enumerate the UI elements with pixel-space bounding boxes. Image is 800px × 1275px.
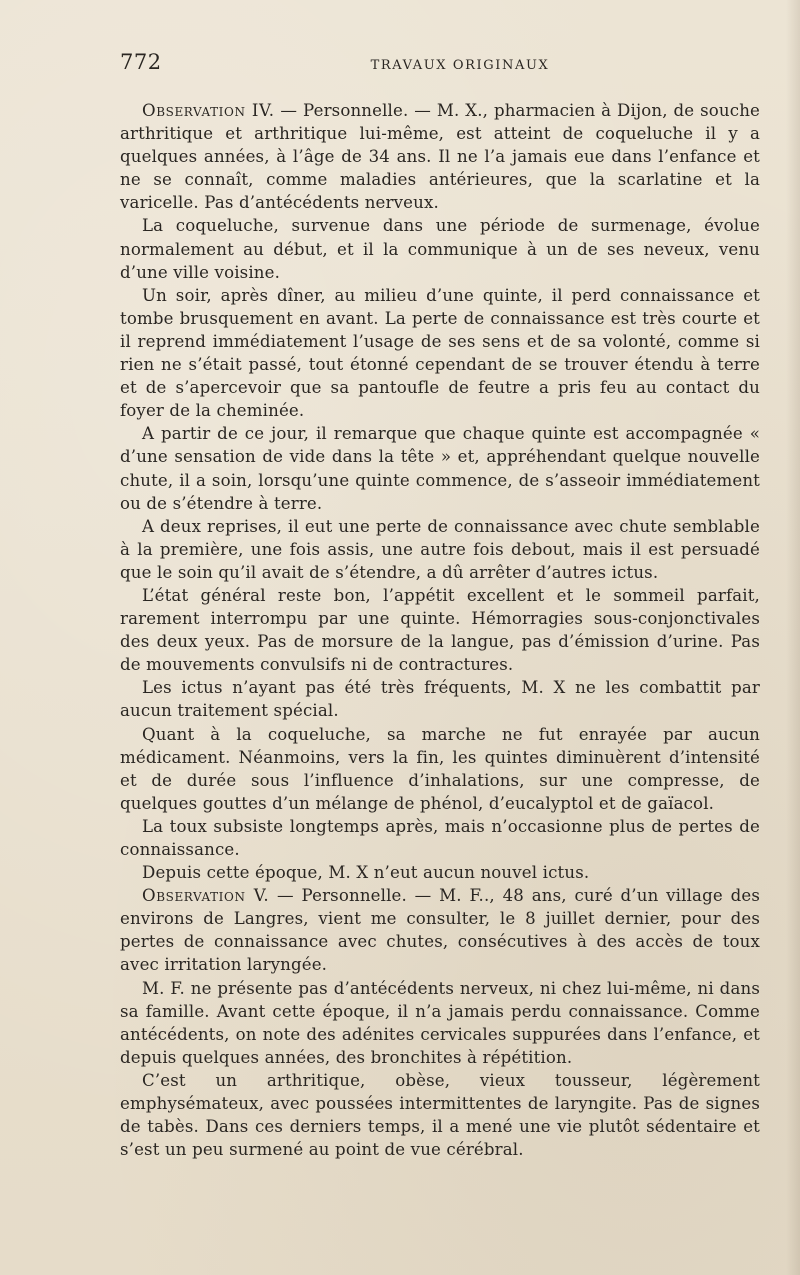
- paragraph-text: A deux reprises, il eut une perte de connaissance avec chute semblable à la première, une fois assis, une autre fois debout, mais il est persuadé que le soin qu’il avait de s’étendre, a dû arrêter d’autres ictus.: [120, 516, 760, 582]
- paragraph-text: Un soir, après dîner, au milieu d’une quinte, il perd connaissance et tombe brusquement en avant. La perte de connaissance est très courte et il reprend immédiatement l’usage de ses sens et de sa volonté, comme si rien ne s’était passé, tout étonné cependant de se trouver étendu à terre et de s’apercevoir que sa pantoufle de feutre a pris feu au contact du foyer de la cheminée.: [120, 285, 760, 421]
- page-edge-shadow: [786, 0, 800, 1275]
- paragraph: [120, 515, 760, 584]
- paragraph: [120, 861, 760, 884]
- paragraph-text: A partir de ce jour, il remarque que chaque quinte est accompagnée « d’une sensation de vide dans la tête » et, appréhendant quelque nouvelle chute, il a soin, lorsqu’une quinte commence, de s’asseoir immédiatement ou de s’étendre à terre.: [120, 424, 760, 513]
- paragraph: [120, 422, 760, 514]
- paragraph-text: — Personnelle. — M. X., pharmacien à Dijon, de souche arthritique et arthritique lui-même, est atteint de coqueluche il y a quelques années, à l’âge de 34 ans. Il ne l’a jamais eue dans l’enfance et ne se connaît, comme maladies antérieures, que la scarlatine et la varicelle. Pas d’antécédents nerveux.: [120, 101, 761, 213]
- paragraph-text: L’état général reste bon, l’appétit excellent et le sommeil parfait, rarement interrompu par une quinte. Hémorragies sous-conjonctivales des deux yeux. Pas de morsure de la langue, pas d’émission d’urine. Pas de mouvements convulsifs ni de contractures.: [120, 585, 760, 675]
- paragraph-text: La coqueluche, survenue dans une période de surmenage, évolue normalement au début, et il la communique à un de ses neveux, venu d’une ville voisine.: [120, 216, 760, 282]
- paragraph-text: Les ictus n’ayant pas été très fréquents, M. X ne les combattit par aucun traitement spécial.: [120, 678, 760, 721]
- paragraph-text: Depuis cette époque, M. X n’eut aucun nouvel ictus.: [142, 863, 590, 883]
- paragraph: [120, 884, 760, 976]
- paragraph: [120, 584, 760, 676]
- page-number: 772: [120, 50, 162, 74]
- paragraph: [120, 815, 760, 861]
- observation-heading: Observation IV.: [142, 101, 275, 120]
- paragraph-text: C’est un arthritique, obèse, vieux tousseur, légèrement emphysémateux, avec poussées intermittentes de laryngite. Pas de signes de tabès. Dans ces derniers temps, il a mené une vie plutôt sédentaire et s’est un peu surmené au point de vue cérébral.: [120, 1070, 760, 1160]
- paragraph-text: La toux subsiste longtemps après, mais n’occasionne plus de pertes de connaissance.: [120, 816, 760, 859]
- paragraph-text: — Personnelle. — M. F.., 48 ans, curé d’un village des environs de Langres, vient me consulter, le 8 juillet dernier, pour des pertes de connaissance avec chutes, consécutives à des accès de toux avec irritation laryngée.: [120, 886, 760, 975]
- paragraph: [120, 284, 760, 423]
- paragraph-text: Quant à la coqueluche, sa marche ne fut enrayée par aucun médicament. Néanmoins, vers la fin, les quintes diminuèrent d’intensité et de durée sous l’influence d’inhalations, sur une compresse, de quelques gouttes d’un mélange de phénol, d’eucalyptol et de gaïacol.: [120, 724, 760, 813]
- body-text: [120, 99, 760, 1161]
- paragraph: [120, 214, 760, 283]
- paragraph: [120, 1069, 760, 1161]
- running-title: TRAVAUX ORIGINAUX: [370, 58, 550, 73]
- paragraph: [120, 676, 760, 722]
- paragraph: [120, 99, 760, 214]
- page-header: [120, 50, 760, 80]
- paragraph: [120, 977, 760, 1069]
- observation-heading: Observation V.: [142, 886, 270, 906]
- paragraph: [120, 723, 760, 815]
- paragraph-text: M. F. ne présente pas d’antécédents nerveux, ni chez lui-même, ni dans sa famille. Avant cette époque, il n’a jamais perdu connaissance. Comme antécédents, on note des adénites cervicales suppurées dans l’enfance, et depuis quelques années, des bronchites à répétition.: [120, 978, 760, 1067]
